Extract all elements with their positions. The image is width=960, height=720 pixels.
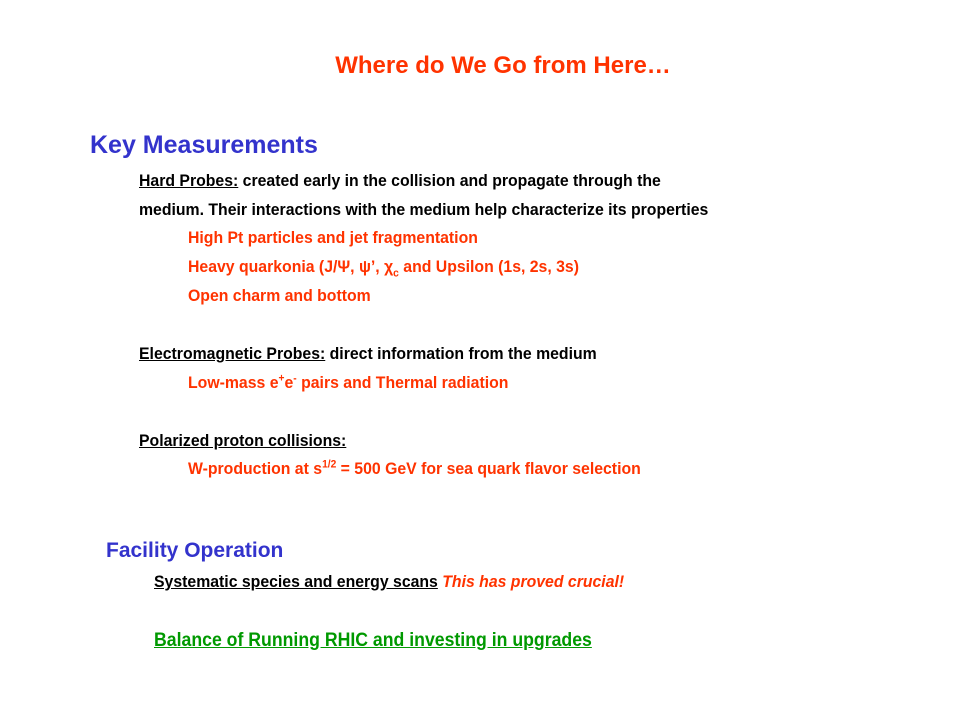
quarkonia-prefix: Heavy quarkonia (J/: [188, 257, 338, 276]
polarized-label: Polarized proton collisions:: [139, 431, 347, 450]
electron-symbol: e: [284, 373, 294, 392]
positron-superscript: +: [278, 372, 285, 385]
chi-symbol: χ: [384, 257, 394, 276]
electron-superscript: -: [293, 372, 297, 385]
psi-symbol: Ψ: [337, 257, 351, 276]
hard-probes-line2: medium. Their interactions with the medium help characterize its properties: [139, 200, 709, 219]
low-mass-item: [188, 373, 508, 393]
scans-label: Systematic species and energy scans: [154, 572, 438, 591]
sqrt-superscript: 1/2: [322, 458, 337, 471]
em-probes-text: direct information from the medium: [325, 344, 597, 363]
chi-subscript: c: [393, 267, 399, 280]
slide-title: Where do We Go from Here…: [335, 52, 671, 79]
separator: ,: [375, 257, 385, 276]
scans-line: [154, 572, 624, 592]
w-production-item: [188, 459, 641, 479]
hard-probes-text1: created early in the collision and propagate through the: [238, 171, 661, 190]
scans-note: This has proved crucial!: [442, 572, 625, 591]
facility-operation-heading: Facility Operation: [106, 539, 284, 562]
key-measurements-heading: Key Measurements: [90, 131, 318, 159]
hard-probes-line1: [139, 171, 661, 191]
low-mass-suffix: pairs and Thermal radiation: [296, 373, 509, 392]
psi-prime-symbol: ψ’: [358, 257, 376, 276]
w-production-prefix: W-production at s: [188, 459, 323, 478]
low-mass-prefix: Low-mass e: [188, 373, 279, 392]
quarkonia-item: [188, 257, 579, 280]
em-probes-line: [139, 344, 597, 364]
balance-line: Balance of Running RHIC and investing in upgrades: [154, 630, 592, 651]
hard-probes-label: Hard Probes:: [139, 171, 239, 190]
em-probes-label: Electromagnetic Probes:: [139, 344, 326, 363]
separator: ,: [350, 257, 359, 276]
w-production-suffix: = 500 GeV for sea quark flavor selection: [336, 459, 641, 478]
quarkonia-suffix: and Upsilon (1s, 2s, 3s): [398, 257, 579, 276]
high-pt-item: High Pt particles and jet fragmentation: [188, 228, 478, 247]
open-charm-item: Open charm and bottom: [188, 286, 371, 305]
